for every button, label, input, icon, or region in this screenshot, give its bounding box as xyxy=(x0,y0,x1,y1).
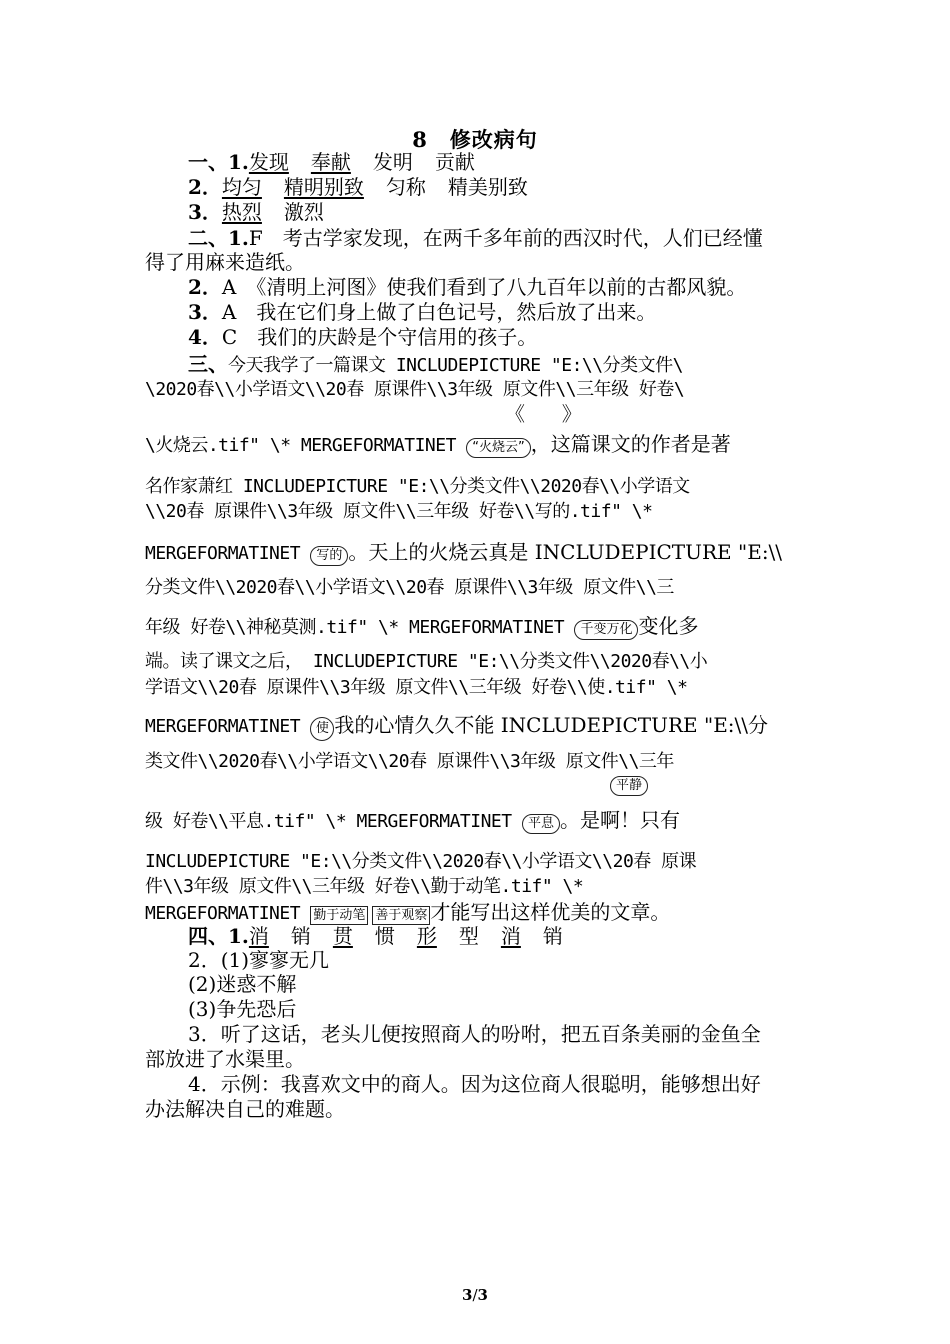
text-line: 。天上的火烧云真是 INCLUDEPICTURE "E:\\ xyxy=(348,540,783,564)
text-line: 年级 好卷\\神秘莫测.tif" \* MERGEFORMATINET xyxy=(145,617,575,638)
text-line: 2．(1)寥寥无几 xyxy=(188,948,330,972)
section4-label: 四、1. xyxy=(188,924,249,948)
item-number: 3． xyxy=(188,200,222,224)
section2-line1 xyxy=(188,226,763,250)
bracket-right: 》 xyxy=(561,402,582,426)
section3-line3 xyxy=(145,432,731,458)
picture-xiede: 写的 xyxy=(310,546,348,566)
section3-line6 xyxy=(145,540,782,566)
page-total: 3 xyxy=(477,1286,488,1304)
answer-char: 销 xyxy=(542,924,563,948)
answer-word: 匀称 xyxy=(385,175,426,199)
section3-label: 三、 xyxy=(188,352,228,376)
text-line: 4．示例：我喜欢文中的商人。因为这位商人很聪明，能够想出好 xyxy=(188,1072,761,1096)
text-line: 分类文件\\2020春\\小学语文\\20春 原课件\\3年级 原文件\\三 xyxy=(145,577,674,598)
text-line: F 考古学家发现，在两千多年前的西汉时代，人们已经懂 xyxy=(248,226,763,250)
section2-line2 xyxy=(188,275,746,299)
answer-word: 发明 xyxy=(372,150,413,174)
picture-shi: 使 xyxy=(310,717,334,741)
text-line: MERGEFORMATINET xyxy=(145,543,311,564)
section3-line11 xyxy=(145,713,768,741)
item-number: 3． xyxy=(188,300,222,324)
answer-word: 激烈 xyxy=(283,200,324,224)
answer-word: 贡献 xyxy=(434,150,475,174)
bracket-icon xyxy=(505,398,582,427)
answer-char: 惯 xyxy=(374,924,395,948)
picture-huoshaoyun: “火烧云” xyxy=(466,438,530,458)
text-line: A 我在它们身上做了白色记号，然后放了出来。 xyxy=(221,300,657,324)
section3-line1 xyxy=(188,352,683,378)
picture-pingxi: 平息 xyxy=(522,814,560,834)
answer-char: 销 xyxy=(290,924,311,948)
item-number: 2． xyxy=(188,175,222,199)
answer-word: 精明别致 xyxy=(283,175,364,199)
text-line: MERGEFORMATINET xyxy=(145,903,311,924)
page-title: 8 修改病句 xyxy=(412,127,538,152)
text-line: 类文件\\2020春\\小学语文\\20春 原课件\\3年级 原文件\\三年 xyxy=(145,751,674,772)
section4-line1 xyxy=(188,924,563,948)
text-line: 部放进了水渠里。 xyxy=(145,1047,305,1071)
text-line: 办法解决自己的难题。 xyxy=(145,1097,345,1121)
text-line: \\20春 原课件\\3年级 原文件\\三年级 好卷\\写的.tif" \* xyxy=(145,501,653,522)
section2-line3 xyxy=(188,300,656,324)
answer-char: 消 xyxy=(248,924,269,948)
item-number: 2． xyxy=(188,275,222,299)
page-footer xyxy=(0,1286,950,1304)
oval-label: 平静 xyxy=(610,776,648,796)
answer-word: 精美别致 xyxy=(447,175,528,199)
text-line: 才能写出这样优美的文章。 xyxy=(430,900,671,924)
section1-line1 xyxy=(188,150,475,174)
text-line: \火烧云.tif" \* MERGEFORMATINET xyxy=(145,435,467,456)
text-line: 名作家萧红 INCLUDEPICTURE "E:\\分类文件\\2020春\\小学语文 xyxy=(145,476,690,497)
text-line: MERGEFORMATINET xyxy=(145,716,311,737)
answer-char: 消 xyxy=(500,924,521,948)
answer-char: 形 xyxy=(416,924,437,948)
text-line: 3．听了这话，老头儿便按照商人的吩咐，把五百条美丽的金鱼全 xyxy=(188,1022,761,1046)
answer-word: 奉献 xyxy=(310,150,351,174)
text-line: ，这篇课文的作者是著 xyxy=(530,432,731,456)
section2-line4 xyxy=(188,325,537,349)
picture-shanyuguancha: 善于观察 xyxy=(372,906,430,925)
text-line: 我的心情久久不能 INCLUDEPICTURE "E:\\分 xyxy=(334,713,769,737)
bracket-left: 《 xyxy=(505,402,525,426)
text-line: (3)争先恐后 xyxy=(188,997,297,1021)
answer-word: 均匀 xyxy=(221,175,262,199)
picture-qianbianwanhua: 千变万化 xyxy=(574,620,638,640)
item-number: 4． xyxy=(188,325,222,349)
answer-char: 贯 xyxy=(332,924,353,948)
text-line: 得了用麻来造纸。 xyxy=(145,250,305,274)
section2-label: 二、1. xyxy=(188,226,249,250)
picture-pingjing xyxy=(610,774,648,796)
text-line: 变化多 xyxy=(638,614,699,638)
section3-line8 xyxy=(145,614,698,640)
page-separator: / xyxy=(472,1286,478,1304)
text-line: 级 好卷\\平息.tif" \* MERGEFORMATINET xyxy=(145,811,522,832)
page-number: 3 xyxy=(462,1286,473,1304)
section3-line13 xyxy=(145,808,680,834)
section3-line16 xyxy=(145,900,670,926)
answer-word: 热烈 xyxy=(221,200,262,224)
section1-label: 一、1. xyxy=(188,150,249,174)
text-line: 学语文\\20春 原课件\\3年级 原文件\\三年级 好卷\\使.tif" \* xyxy=(145,677,688,698)
text-line: A 《清明上河图》使我们看到了八九百年以前的古都风貌。 xyxy=(221,275,747,299)
text-line: INCLUDEPICTURE "E:\\分类文件\\2020春\\小学语文\\20春 原课 xyxy=(145,851,697,872)
answer-char: 型 xyxy=(458,924,479,948)
section1-line3 xyxy=(188,200,324,224)
picture-qinyudongbi: 勤于动笔 xyxy=(310,906,368,925)
text-line: 今天我学了一篇课文 INCLUDEPICTURE "E:\\分类文件\ xyxy=(228,355,683,376)
text-line: C 我们的庆龄是个守信用的孩子。 xyxy=(221,325,538,349)
text-line: \2020春\\小学语文\\20春 原课件\\3年级 原文件\\三年级 好卷\ xyxy=(145,379,685,400)
text-line: 端。读了课文之后， INCLUDEPICTURE "E:\\分类文件\\2020春\\小 xyxy=(145,651,708,672)
answer-word: 发现 xyxy=(248,150,289,174)
section1-line2 xyxy=(188,175,528,199)
text-line: 。是啊！只有 xyxy=(559,808,680,832)
text-line: 件\\3年级 原文件\\三年级 好卷\\勤于动笔.tif" \* xyxy=(145,876,584,897)
text-line: (2)迷惑不解 xyxy=(188,972,297,996)
